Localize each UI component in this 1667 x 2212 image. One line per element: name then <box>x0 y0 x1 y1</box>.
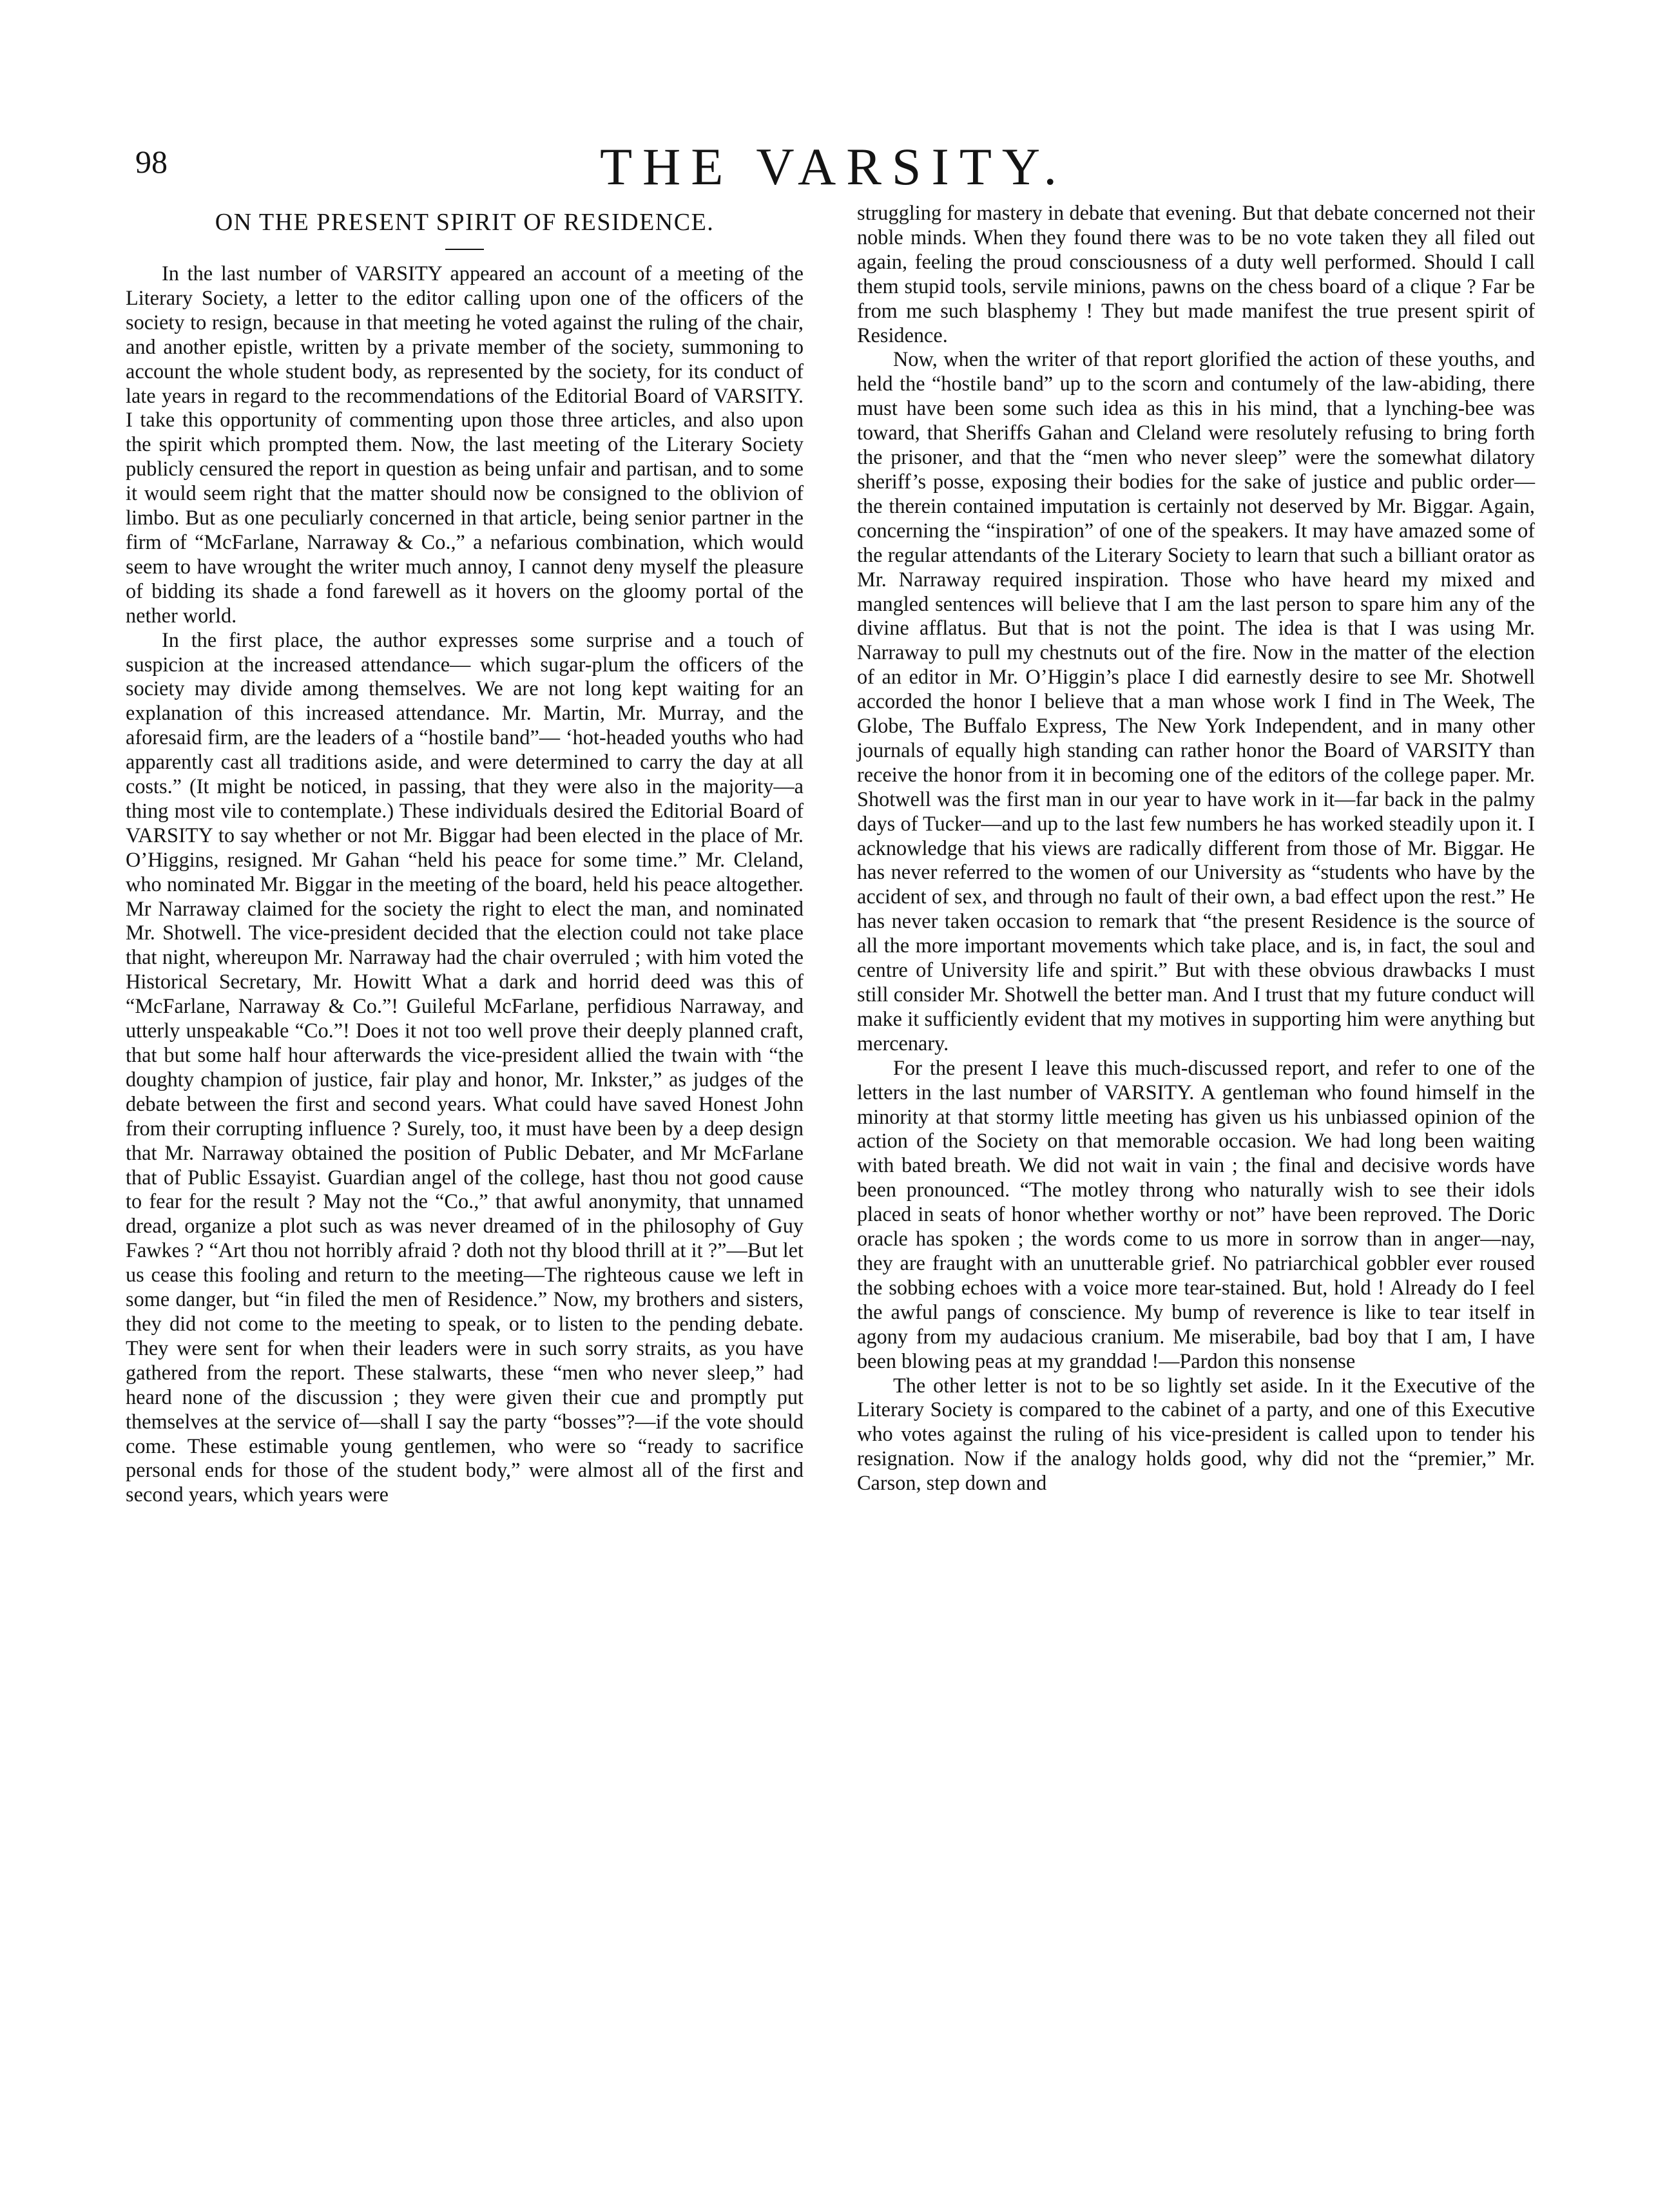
masthead: THE VARSITY. <box>599 137 1068 196</box>
paragraph-continued: struggling for mastery in debate that evening. But that debate concerned not their noble minds. When they found there was to be no vote taken they all filed out again, feeling the proud consciousness of a duty well performed. Should I call them stupid tools, servile minions, pawns on the chess board of a clique ? Far be from me such blasphemy ! They but made manifest the true present spirit of Residence. <box>857 201 1535 347</box>
paragraph: In the first place, the author expresses some surprise and a touch of suspicion at the increased attendance— which sugar-plum the officers of the society may divide among themselves. We are not long kept waiting for an explanation of this increased attendance. Mr. Martin, Mr. Murray, and the aforesaid firm, are the leaders of a “hostile band”— ‘hot-headed youths who had apparently cast all traditions aside, and were determined to carry the day at all costs.” (It might be noticed, in passing, that they were also in the majority—a thing most vile to contemplate.) These individuals desired the Editorial Board of VARSITY to say whether or not Mr. Biggar had been elected in the place of Mr. O’Higgins, resigned. Mr Gahan “held his peace for some time.” Mr. Cleland, who nominated Mr. Biggar in the meeting of the board, held his peace altogether. Mr Narraway claimed for the society the right to elect the man, and nominated Mr. Shotwell. The vice-president decided that the election could not take place that night, whereupon Mr. Narraway had the chair overruled ; with him voted the Historical Secretary, Mr. Howitt What a dark and horrid deed was this of “McFarlane, Narraway & Co.”! Guileful McFarlane, perfidious Narraway, and utterly unspeakable “Co.”! Does it not too well prove their deeply planned craft, that but some half hour afterwards the vice-president allied the twain with “the doughty champion of justice, fair play and honor, Mr. Inkster,” as judges of the debate between the first and second years. What could have saved Honest John from their corrupting influence ? Surely, too, it must have been by a deep design that Mr. Narraway obtained the position of Public Debater, and Mr McFarlane that of Public Essayist. Guardian angel of the college, hast thou not good cause to fear for the result ? May not the “Co.,” that awful anonymity, that unnamed dread, organize a plot such as was never dreamed of in the philosophy of Guy Fawkes ? “Art thou not horribly afraid ? doth not thy blood thrill at it ?”—But let us cease this fooling and return to the meeting—The righteous cause we left in some danger, but “in filed the men of Residence.” Now, my brothers and sisters, they did not come to the meeting to speak, or to listen to the pending debate. They were sent for when their leaders were in such sorry straits, as you have gathered from the report. These stalwarts, these “men who never sleep,” had heard none of the discussion ; they were given their cue and promptly put themselves at the service of—shall I say the party “bosses”?—if the vote should come. These estimable young gentlemen, who were so “ready to sacrifice personal ends for those of the student body,” were almost all of the first and second years, which years were <box>126 628 804 1506</box>
paragraph: For the present I leave this much-discussed report, and refer to one of the letters in the last number of VARSITY. A gentleman who found himself in the minority at that stormy little meeting has given us his unbiassed opinion of the action of the Society on that memorable occasion. We had long been waiting with bated breath. We did not wait in vain ; the final and decisive words have been pronounced. “The motley throng who naturally wish to see their idols placed in seats of honor whether worthy or not” have been reproved. The Doric oracle has spoken ; the words come to us more in sorrow than in anger—nay, they are fraught with an unutterable grief. No patriarchical gobbler ever roused the sobbing echoes with a voice more tear-stained. But, hold ! Already do I feel the awful pangs of conscience. My bump of reverence is like to tear itself in agony from my audacious cranium. Me miserabile, bad boy that I am, I have been blowing peas at my granddad !—Pardon this nonsense <box>857 1055 1535 1372</box>
page-number: 98 <box>135 144 168 180</box>
right-column <box>857 201 1535 1496</box>
left-column <box>126 201 804 1507</box>
paragraph: The other letter is not to be so lightly set aside. In it the Executive of the Literary Society is compared to the cabinet of a party, and one of this Executive who votes against the ruling of his vice-president is called upon to tender his resignation. Now if the analogy holds good, why did not the “premier,” Mr. Carson, step down and <box>857 1373 1535 1495</box>
title-rule <box>445 249 484 250</box>
article-title: ON THE PRESENT SPIRIT OF RESIDENCE. <box>215 209 715 236</box>
paragraph: In the last number of VARSITY appeared an account of a meeting of the Literary Society, a letter to the editor calling upon one of the officers of the society to resign, because in that meeting he voted against the ruling of the chair, and another epistle, written by a private member of the society, summoning to account the whole student body, as represented by the society, for its conduct of late years in regard to the recommendations of the Editorial Board of VARSITY. I take this opportunity of commenting upon those three articles, and also upon the spirit which prompted them. Now, the last meeting of the Literary Society publicly censured the report in question as being unfair and partisan, and to some it would seem right that the matter should now be consigned to the oblivion of limbo. But as one peculiarly concerned in that article, being senior partner in the firm of “McFarlane, Narraway & Co.,” a nefarious combination, which would seem to have wrought the writer much annoy, I cannot deny myself the pleasure of bidding its shade a fond farewell as it hovers on the gloomy portal of the nether world. <box>126 262 804 627</box>
paragraph: Now, when the writer of that report glorified the action of these youths, and held the “hostile band” up to the scorn and contumely of the law-abiding, there must have been some such idea as this in his mind, that a lynching-bee was toward, that Sheriffs Gahan and Cleland were resolutely refusing to bring forth the prisoner, and that the “men who never sleep” were the somewhat dilatory sheriff’s posse, exposing their bodies for the sake of justice and public order—the therein contained imputation is certainly not deserved by Mr. Biggar. Again, concerning the “inspiration” of one of the speakers. It may have amazed some of the regular attendants of the Literary Society to learn that such a billiant orator as Mr. Narraway required inspiration. Those who have heard my mixed and mangled sentences will believe that I am the last person to spare him any of the divine afflatus. But that is not the point. The idea is that I was using Mr. Narraway to pull my chestnuts out of the fire. Now in the matter of the election of an editor in Mr. O’Higgin’s place I did earnestly desire to see Mr. Shotwell accorded the honor I believe that a man whose work I find in The Week, The Globe, The Buffalo Express, The New York Independent, and in many other journals of equally high standing can rather honor the Board of VARSITY than receive the honor from it in becoming one of the editors of the college paper. Mr. Shotwell was the first man in our year to have work in it—far back in the palmy days of Tucker—and up to the last few numbers he has worked steadily upon it. I acknowledge that his views are radically different from those of Mr. Biggar. He has never referred to the women of our University as “students who have by the accident of sex, and through no fault of their own, a bad effect upon the rest.” He has never taken occasion to remark that “the present Residence is the source of all the more important movements which take place, and is, in fact, the soul and centre of University life and spirit.” But with these obvious drawbacks I must still consider Mr. Shotwell the better man. And I trust that my future conduct will make it sufficiently evident that my motives in supporting him were anything but mercenary. <box>857 347 1535 1055</box>
